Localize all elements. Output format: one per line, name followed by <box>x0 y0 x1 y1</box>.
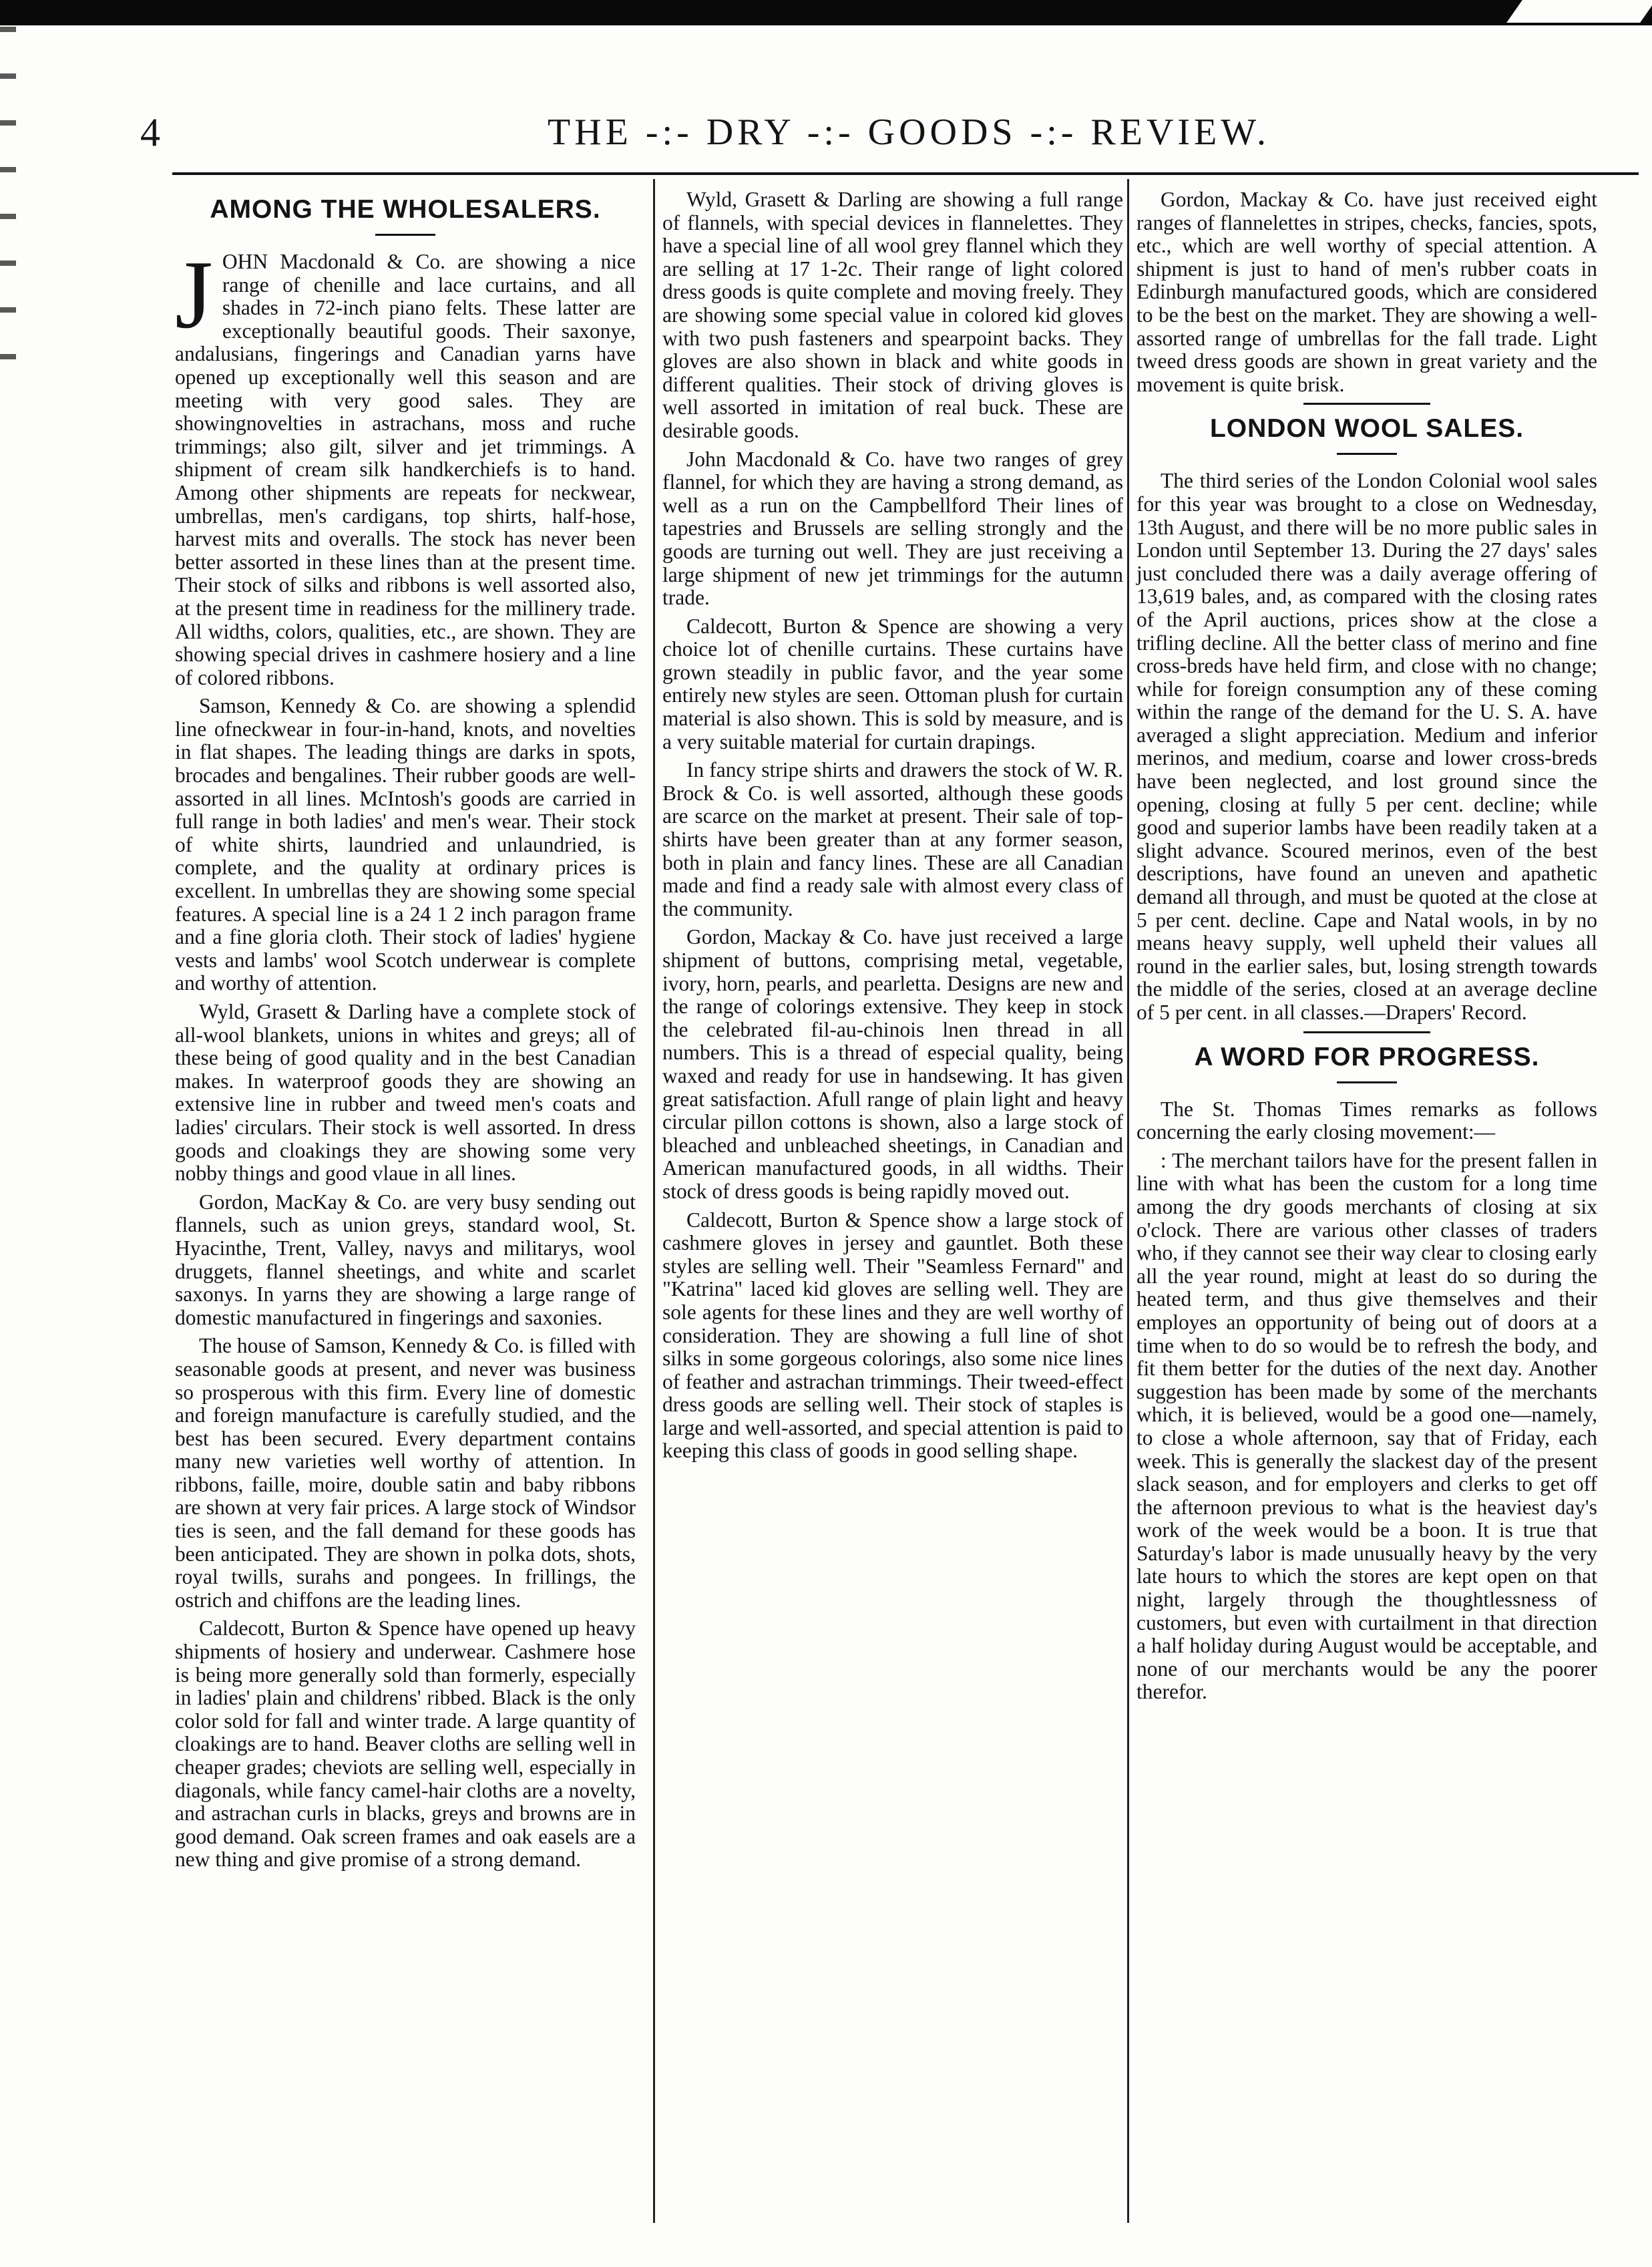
title-rule <box>1337 1081 1397 1083</box>
paragraph-text: OHN Macdonald & Co. are showing a nice range of chenille and lace curtains, and all shades in 72-inch piano felts. These latter are exceptionally beautiful goods. Their saxonye, andalusians, fingerings and Canadian yarns have opened up exceptionally well this season and are meeting with very good sales. They are showingnovelties in astrachans, moss and ruche trimmings; also gilt, silver and jet trimmings. A shipment of cream silk handkerchiefs is to hand. Among other shipments are repeats for neckwear, umbrellas, men's cardigans, top shirts, half-hose, harvest mits and overalls. The stock has never been better assorted in these lines than at the present time. Their stock of silks and ribbons is well assorted also, at the present time in readiness for the millinery trade. All widths, colors, qualities, etc., are shown. They are showing special drives in cashmere hosiery and a line of colored ribbons. <box>175 250 636 689</box>
article-paragraph: The third series of the London Colonial wool sales for this year was brought to a close on Wednesday, 13th August, and there will be no more public sales in London until September 13. During the 27 days' sales just concluded there was a daily average offering of 13,619 bales, and, as compared with the closing rates of the April auctions, prices show at the close a trifling decline. All the better class of merino and fine cross-breds have held firm, and close with no change; while for foreign consumption any of these coming within the range of the demand for the U. S. A. have averaged a slight appreciation. Medium and inferior merinos, and medium, coarse and lower cross-breds have been neglected, and lost ground since the opening, closing at fully 5 per cent. decline; while good and superior lambs have been readily taken at a slight advance. Scoured merinos, even of the best descriptions, have found an uneven and apathetic demand all through, and must be quoted at the close at 5 per cent. decline. Cape and Natal wools, in by no means heavy supply, well upheld their values all round in the earlier sales, but, losing strength towards the middle of the series, closed at an average decline of 5 per cent. in all classes.—Drapers' Record. <box>1137 469 1597 1024</box>
column-1 <box>175 188 636 1877</box>
top-border-bar <box>0 0 1652 25</box>
article-paragraph: Samson, Kennedy & Co. are showing a splendid line ofneckwear in four-in-hand, knots, and novelties in flat shapes. The leading things are darks in spots, brocades and bengalines. Their rubber goods are well-assorted in all lines. McIntosh's goods are carried in full range in both ladies' and men's wear. Their stock of white shirts, laundried and unlaundried, is complete, and the quality at ordinary prices is excellent. In umbrellas they are showing some special features. A special line is a 24 1 2 inch paragon frame and a fine gloria cloth. Their stock of ladies' hygiene vests and lambs' wool Scotch underwear is complete and worthy of attention. <box>175 694 636 995</box>
article-paragraph: Wyld, Grasett & Darling are showing a full range of flannels, with special devices in flannelettes. They have a special line of all wool grey flannel which they are selling at 17 1-2c. Their range of light colored dress goods is quite complete and moving freely. They are showing some special value in colored kid gloves with two push fasteners and spearpoint backs. They gloves are also shown in black and white goods in different qualities. Their stock of driving gloves is well assorted in imitation of real buck. These are desirable goods. <box>662 188 1123 442</box>
page-number: 4 <box>140 110 160 154</box>
article-paragraph: Gordon, Mackay & Co. have just received eight ranges of flannelettes in stripes, checks, fancies, spots, etc., which are well worthy of special attention. A shipment is just to hand of men's rubber coats in Edinburgh manufactured goods, which are considered to be the best on the market. They are showing a well-assorted range of umbrellas for the fall trade. Light tweed dress goods are shown in great variety and the movement is quite brisk. <box>1137 188 1597 396</box>
article-paragraph: Wyld, Grasett & Darling have a complete stock of all-wool blankets, unions in whites and greys; all of these being of good quality and in the best Canadian makes. In waterproof goods they are showing an extensive line in rubber and tweed men's coats and ladies' circulars. Their stock is well assorted. In dress goods and cloakings they are showing some very nobby things and good vlaue in all lines. <box>175 1000 636 1186</box>
article-paragraph: The St. Thomas Times remarks as follows concerning the early closing movement:— <box>1137 1097 1597 1144</box>
article-paragraph: Gordon, Mackay & Co. have just received a large shipment of buttons, comprising metal, vegetable, ivory, horn, pearls, and pearletta. Designs are new and the range of colorings extensive. They keep in stock the celebrated fil-au-chinois lnen thread in all numbers. This is a thread of especial quality, being waxed and ready for use in handsewing. It has given great satisfaction. Afull range of plain light and heavy circular pillon cottons is shown, also a large stock of bleached and unbleached sheetings, in Canadian and American manufactured goods, in all widths. Their stock of dress goods is being rapidly moved out. <box>662 925 1123 1203</box>
section-title-wholesalers: AMONG THE WHOLESALERS. <box>210 195 601 224</box>
section-title-progress: A WORD FOR PROGRESS. <box>1194 1042 1540 1071</box>
column-2 <box>662 188 1123 1468</box>
article-paragraph: Gordon, MacKay & Co. are very busy sending out flannels, such as union greys, standard wool, St. Hyacinthe, Trent, Valley, navys and militarys, wool druggets, flannel sheetings, and white and scarlet saxonys. In yarns they are showing a large range of domestic manufactured in fingerings and saxonies. <box>175 1190 636 1329</box>
column-divider-2 <box>1127 179 1129 2223</box>
article-paragraph: Caldecott, Burton & Spence have opened up heavy shipments of hosiery and underwear. Cashmere hose is being more generally sold than formerly, especially in ladies' plain and childrens' ribbed. Black is the only color sold for fall and winter trade. A large quantity of cloakings are to hand. Beaver cloths are selling well in cheaper grades; cheviots are selling well, especially in diagonals, while fancy camel-hair cloths are a novelty, and astrachan curls in blacks, greys and browns are in good demand. Oak screen frames and oak easels are a new thing and give promise of a strong demand. <box>175 1616 636 1872</box>
running-head-title: THE -:- DRY -:- GOODS -:- REVIEW. <box>548 112 1270 153</box>
margin-tick-marks <box>0 27 16 374</box>
drop-cap: J <box>175 240 213 349</box>
section-title-wool-sales: LONDON WOOL SALES. <box>1209 414 1524 444</box>
column-divider-1 <box>653 179 655 2223</box>
column-3 <box>1137 188 1597 1709</box>
article-paragraph: Caldecott, Burton & Spence are showing a very choice lot of chenille curtains. These curtains have grown steadily in public favor, and the year some entirely new styles are seen. Ottoman plush for curtain material is also shown. This is sold by measure, and is a very suitable material for curtain drapings. <box>662 614 1123 753</box>
article-paragraph: Caldecott, Burton & Spence show a large stock of cashmere gloves in jersey and gauntlet. Both these styles are selling well. Their "Seamless Fernard" and "Katrina" laced kid gloves are selling well. They are sole agents for these lines and they are well worthy of consideration. They are showing a full line of shot silks in some gorgeous colorings, also some nice lines of feather and astrachan trimmings. Their tweed-effect dress goods are selling well. Their stock of staples is large and well-assorted, and special attention is paid to keeping this class of goods in good selling shape. <box>662 1208 1123 1463</box>
header-rule <box>172 172 1639 175</box>
article-paragraph: The house of Samson, Kennedy & Co. is filled with seasonable goods at present, and never was business so prosperous with this firm. Every line of domestic and foreign manufacture is carefully studied, and the best has been secured. Every department contains many new varieties well worthy of attention. In ribbons, faille, moire, double satin and baby ribbons are shown at very fair prices. A large stock of Windsor ties is seen, and the fall demand for these goods has been anticipated. They are shown in polka dots, shots, royal twills, surahs and pongees. In frillings, the ostrich and chiffons are the leading lines. <box>175 1334 636 1612</box>
article-paragraph: : The merchant tailors have for the present fallen in line with what has been the custom for a long time among the dry goods merchants of closing at six o'clock. There are various other classes of traders who, if they cannot see their way clear to closing early all the year round, might at least do so during the heated term, and thus give themselves and their employes an opportunity of being out of doors at a time when to do so would be to refresh the body, and fit them better for the duties of the next day. Another suggestion has been made by some of the merchants which, it is believed, would be a good one—namely, to close a whole afternoon, say that of Friday, each week. This is generally the slackest day of the present slack season, and for employers and clerks to get off the afternoon previous to what is the heaviest day's work of the week would be a boon. It is true that Saturday's labor is made unusually heavy by the very late hours to which the stores are kept open on that night, largely through the thoughtlessness of customers, but even with curtailment in that direction a half holiday during August would be acceptable, and none of our merchants would be any the poorer therefor. <box>1137 1148 1597 1704</box>
article-paragraph: In fancy stripe shirts and drawers the stock of W. R. Brock & Co. is well assorted, although these goods are scarce on the market at present. Their sale of top-shirts have been greater than at any former season, both in plain and fancy lines. These are all Canadian made and find a ready sale with almost every class of the community. <box>662 758 1123 920</box>
title-rule <box>1337 453 1397 455</box>
top-border-notch <box>1506 0 1652 23</box>
title-rule <box>375 234 435 236</box>
article-paragraph: John Macdonald & Co. have two ranges of grey flannel, for which they are having a strong demand, as well as a run on the Campbellford Their lines of tapestries and Brussels are selling strongly and the goods are turning out well. They are just receiving a large shipment of new jet trimmings for the autumn trade. <box>662 447 1123 610</box>
section-separator <box>1303 1031 1430 1033</box>
article-paragraph <box>175 240 636 689</box>
section-separator <box>1303 403 1430 405</box>
